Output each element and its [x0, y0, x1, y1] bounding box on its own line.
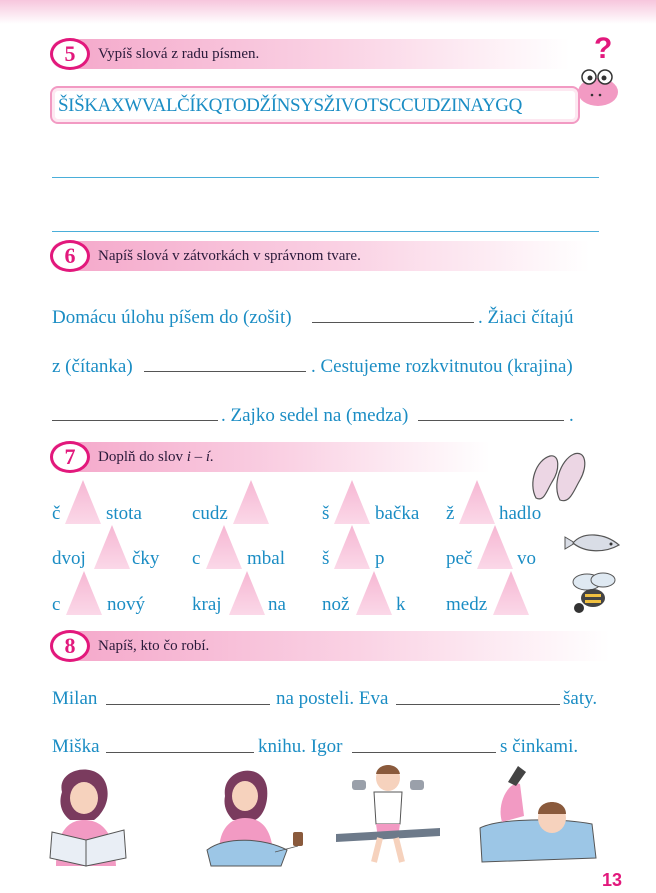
- wasp-icon: [563, 568, 621, 618]
- exercise-5-title: Vypíš slová z radu písmen.: [98, 46, 260, 62]
- e8-blank-eva[interactable]: [396, 704, 560, 705]
- e7-r1-w1-gap[interactable]: [65, 480, 101, 524]
- e8-line1-end: šaty.: [563, 688, 598, 709]
- e7-r1-w1-end: stota: [106, 503, 142, 524]
- e7-r1-w2-start: cudz: [192, 503, 228, 524]
- exercise-5-header: [50, 39, 570, 69]
- letters-box: [50, 86, 580, 124]
- e7-r1-w3-gap[interactable]: [334, 480, 370, 524]
- e7-r3-w3-end: k: [396, 594, 406, 615]
- e7-r1-w4-gap[interactable]: [459, 480, 495, 524]
- page-number: 13: [602, 870, 623, 890]
- e7-r2-w3-gap[interactable]: [334, 525, 370, 569]
- exercise-8-header: [50, 631, 610, 661]
- e7-r2-w2-start: c: [192, 548, 201, 569]
- answer-line-2[interactable]: [52, 231, 599, 232]
- e7-r3-w1-end: nový: [107, 594, 145, 615]
- e7-r3-w4-start: medz: [446, 594, 488, 615]
- exercise-6-number: 6: [50, 240, 90, 272]
- e8-line1-mid: na posteli. Eva: [276, 688, 389, 709]
- e7-r3-w2-end: na: [268, 594, 286, 615]
- frog-icon: [576, 30, 636, 110]
- e7-r3-w3-start: nož: [322, 594, 350, 615]
- e6-blank-citanka[interactable]: [144, 371, 306, 372]
- e7-r3-w2-gap[interactable]: [229, 571, 265, 615]
- exercise-6-title: Napíš slová v zátvorkách v správnom tvare.: [98, 248, 361, 264]
- e6-line2-end: . Cestujeme rozkvitnutou (krajina): [311, 356, 573, 377]
- exercise-7-title-letters: i – í.: [186, 449, 214, 465]
- e8-line1-start: Milan: [52, 688, 98, 709]
- e8-line2-start: Miška: [52, 736, 100, 757]
- exercise-5-number: 5: [50, 38, 90, 70]
- e7-r2-w4-gap[interactable]: [477, 525, 513, 569]
- e8-blank-igor[interactable]: [352, 752, 496, 753]
- e6-line3-end: .: [569, 405, 574, 426]
- girl-reading-icon: [40, 762, 140, 867]
- e6-blank-krajina[interactable]: [52, 420, 218, 421]
- e7-r1-w2-gap[interactable]: [233, 480, 269, 524]
- shoe-insoles-icon: [526, 448, 596, 508]
- e7-r3-w2-start: kraj: [192, 594, 222, 615]
- e7-r2-w3-start: š: [322, 548, 330, 569]
- e8-line2-end: s činkami.: [500, 736, 579, 757]
- e7-r2-w4-start: peč: [446, 548, 473, 569]
- top-band: [0, 0, 656, 24]
- exercise-6-header: [50, 241, 590, 271]
- e7-r2-w1-end: čky: [132, 548, 160, 569]
- e6-line1-end: . Žiaci čítajú: [478, 307, 574, 328]
- exercise-7-title: [98, 442, 214, 472]
- question-mark: ?: [594, 32, 613, 65]
- boy-dumbbells-icon: [336, 762, 446, 867]
- e7-r1-w4-start: ž: [446, 503, 455, 524]
- e6-blank-zosit[interactable]: [312, 322, 474, 323]
- e7-r3-w1-gap[interactable]: [66, 571, 102, 615]
- e6-line1-start: Domácu úlohu píšem do (zošit): [52, 307, 292, 328]
- boy-on-bed-icon: [480, 762, 600, 867]
- e7-r2-w2-end: mbal: [247, 548, 285, 569]
- e6-line2-start: z (čítanka): [52, 356, 133, 377]
- fish-icon: [561, 527, 623, 559]
- e7-r1-w3-start: š: [322, 503, 330, 524]
- exercise-8-title: Napíš, kto čo robí.: [98, 638, 210, 654]
- e7-r2-w1-gap[interactable]: [94, 525, 130, 569]
- e7-r2-w1-start: dvoj: [52, 548, 86, 569]
- exercise-7-title-prefix: Doplň do slov: [98, 449, 187, 465]
- exercise-7-header: [50, 442, 490, 472]
- e7-r1-w3-end: bačka: [375, 503, 420, 524]
- e7-r3-w4-gap[interactable]: [493, 571, 529, 615]
- e7-r1-w4-end: hadlo: [499, 503, 542, 524]
- e6-line3-mid: . Zajko sedel na (medza): [221, 405, 409, 426]
- e7-r2-w3-end: p: [375, 548, 385, 569]
- answer-line-1[interactable]: [52, 177, 599, 178]
- girl-sewing-icon: [205, 762, 317, 867]
- exercise-8-number: 8: [50, 630, 90, 662]
- e8-line2-mid: knihu. Igor: [258, 736, 343, 757]
- e6-blank-medza[interactable]: [418, 420, 564, 421]
- e7-r3-w3-gap[interactable]: [356, 571, 392, 615]
- letters-sequence: ŠIŠKAXWVALČÍKQTODŽÍNSYSŽIVOTSCCUDZINAYGQ: [58, 95, 522, 116]
- exercise-7-number: 7: [50, 441, 90, 473]
- e8-blank-milan[interactable]: [106, 704, 270, 705]
- e8-blank-miska[interactable]: [106, 752, 254, 753]
- e7-r1-w1-start: č: [52, 503, 61, 524]
- e7-r2-w4-end: vo: [517, 548, 536, 569]
- e7-r3-w1-start: c: [52, 594, 61, 615]
- e7-r2-w2-gap[interactable]: [206, 525, 242, 569]
